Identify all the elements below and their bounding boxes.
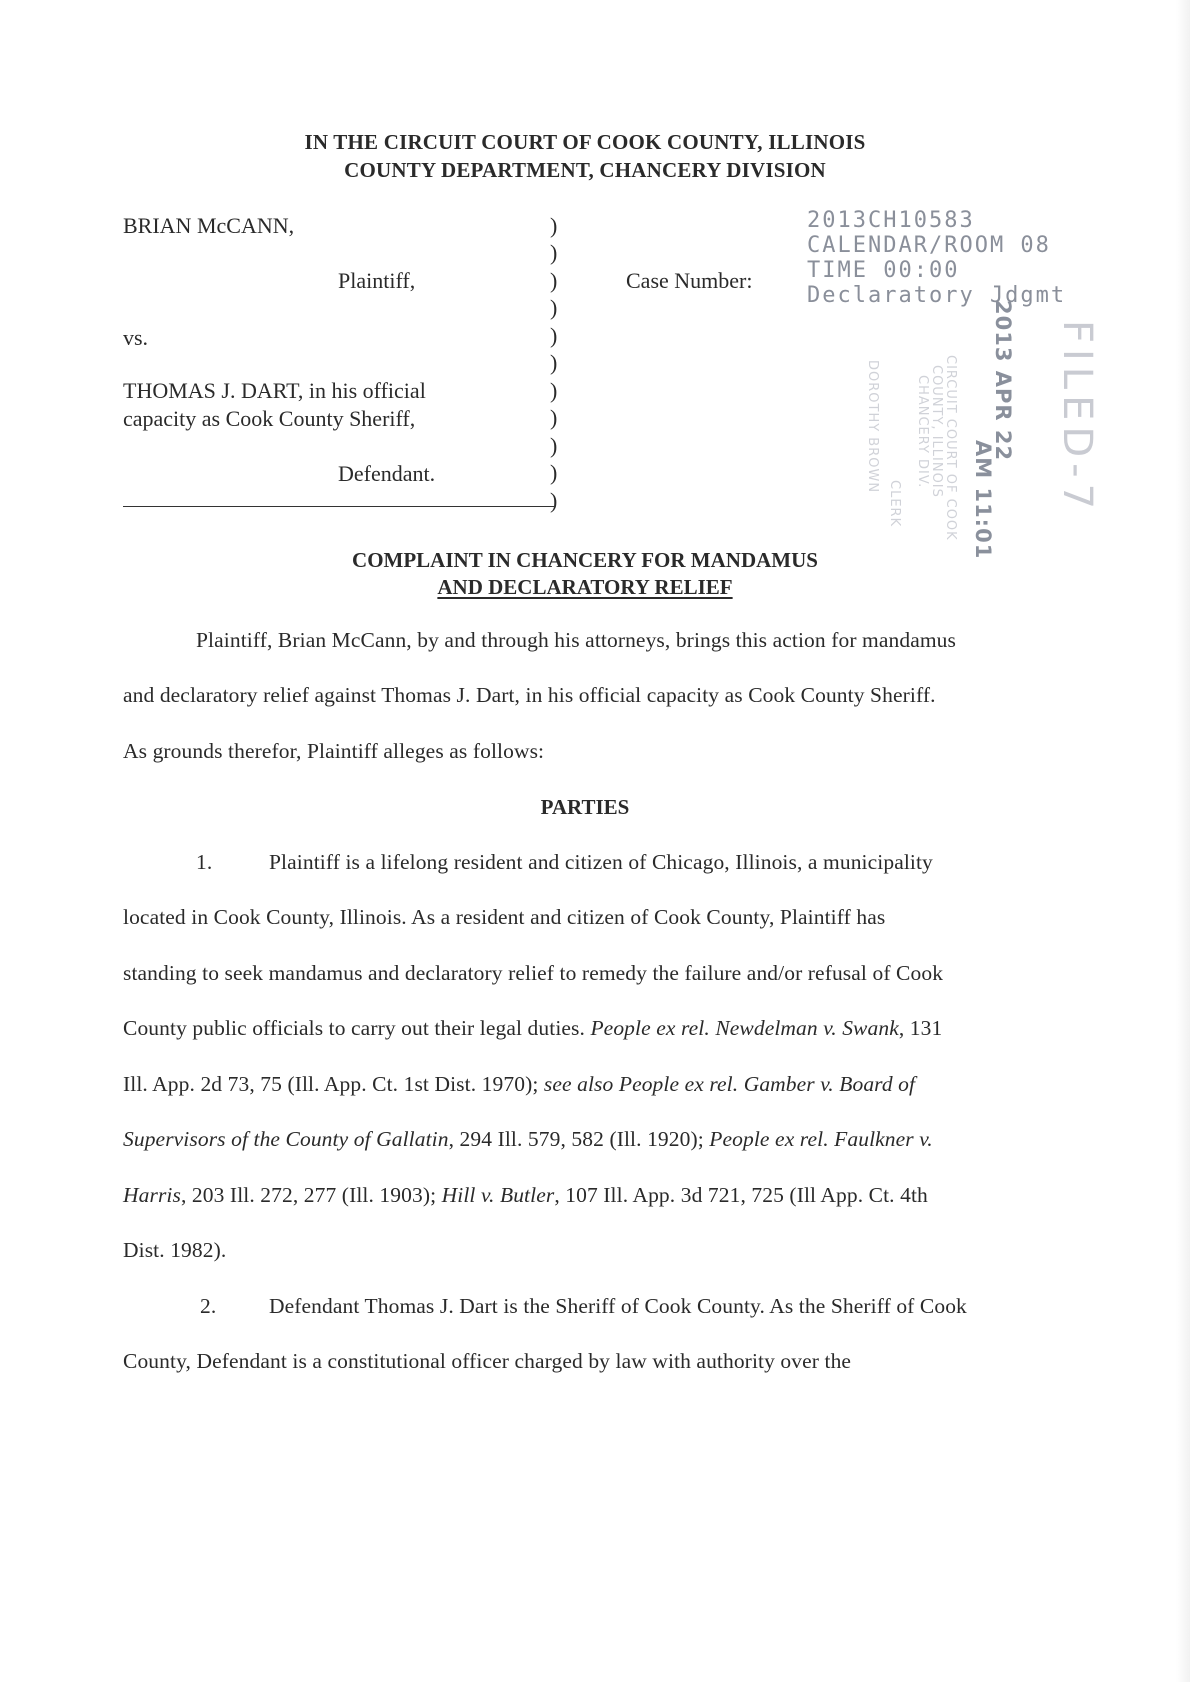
document-title: COMPLAINT IN CHANCERY FOR MANDAMUS bbox=[352, 548, 818, 572]
section-heading-parties: PARTIES bbox=[540, 795, 630, 819]
filed-date: 2013 APR 22 bbox=[991, 300, 1015, 462]
caption-paren: ) bbox=[550, 295, 558, 320]
text-run: County public officials to carry out their legal duties. bbox=[123, 1016, 591, 1040]
intro-line: As grounds therefor, Plaintiff alleges as follows: bbox=[123, 739, 545, 763]
text-run: Ill. App. 2d 73, 75 (Ill. App. Ct. 1st Dist. 1970); bbox=[123, 1072, 544, 1096]
paragraph-line bbox=[123, 1072, 915, 1097]
filed-clerk-county: COUNTY, ILLINOIS bbox=[929, 365, 944, 498]
caption-paren: ) bbox=[550, 488, 558, 513]
caption-paren: ) bbox=[550, 350, 558, 375]
text-run: , 294 Ill. 579, 582 (Ill. 1920); bbox=[448, 1127, 710, 1151]
intro-line: and declaratory relief against Thomas J. Dart, in his official capacity as Cook County Sheriff. bbox=[123, 683, 936, 707]
court-division: COUNTY DEPARTMENT, CHANCERY DIVISION bbox=[344, 158, 826, 182]
filed-mark: FILED-7 bbox=[1054, 320, 1100, 516]
caption-paren: ) bbox=[550, 323, 558, 348]
paragraph-line: Plaintiff is a lifelong resident and citizen of Chicago, Illinois, a municipality bbox=[269, 850, 933, 874]
filed-time: AM 11:01 bbox=[971, 440, 995, 560]
filed-clerk-title: CLERK bbox=[887, 480, 902, 528]
case-citation: see also People ex rel. Gamber v. Board of bbox=[543, 1072, 916, 1096]
filed-stamp bbox=[840, 300, 1120, 560]
defendant-role: Defendant. bbox=[338, 461, 436, 486]
paragraph-number: 2. bbox=[200, 1294, 217, 1318]
caption-paren: ) bbox=[550, 405, 558, 430]
stamp-case-number: 2013CH10583 bbox=[807, 208, 975, 233]
caption-paren: ) bbox=[550, 240, 558, 265]
paragraph-line: Defendant Thomas J. Dart is the Sheriff of Cook County. As the Sheriff of Cook bbox=[269, 1294, 967, 1318]
text-run: , 107 Ill. App. 3d 721, 725 (Ill App. Ct. 4th bbox=[554, 1183, 928, 1207]
paragraph-line bbox=[123, 1183, 928, 1208]
caption-rule bbox=[123, 506, 555, 507]
paragraph-line bbox=[123, 1016, 942, 1041]
paragraph-line bbox=[123, 1127, 933, 1152]
case-citation: Supervisors of the County of Gallatin bbox=[123, 1127, 449, 1151]
filed-clerk-name: DOROTHY BROWN bbox=[865, 360, 880, 494]
case-citation: Hill v. Butler bbox=[441, 1183, 555, 1207]
plaintiff-role: Plaintiff, bbox=[338, 268, 416, 293]
intro-line: Plaintiff, Brian McCann, by and through his attorneys, brings this action for mandamus bbox=[196, 628, 956, 652]
paragraph-number: 1. bbox=[196, 850, 213, 874]
document-subtitle-text: AND DECLARATORY RELIEF bbox=[437, 575, 733, 599]
paragraph-line: Dist. 1982). bbox=[123, 1238, 227, 1262]
case-number-label: Case Number: bbox=[626, 268, 753, 293]
case-citation: Harris bbox=[123, 1183, 181, 1207]
caption-paren: ) bbox=[550, 433, 558, 458]
caption-paren: ) bbox=[550, 213, 558, 238]
defendant-name: THOMAS J. DART, in his official bbox=[123, 378, 426, 403]
caption-paren: ) bbox=[550, 378, 558, 403]
paragraph-line: located in Cook County, Illinois. As a resident and citizen of Cook County, Plaintiff has bbox=[123, 905, 886, 929]
stamp-case-type: Declaratory Jdgmt bbox=[807, 283, 1067, 308]
case-citation: People ex rel. Newdelman v. Swank bbox=[590, 1016, 899, 1040]
versus: vs. bbox=[123, 325, 149, 350]
filed-clerk-division: CHANCERY DIV. bbox=[915, 375, 930, 489]
defendant-capacity: capacity as Cook County Sheriff, bbox=[123, 406, 416, 431]
document-subtitle bbox=[0, 575, 1180, 600]
stamp-time: TIME 00:00 bbox=[807, 258, 960, 283]
court-name: IN THE CIRCUIT COURT OF COOK COUNTY, ILLINOIS bbox=[304, 130, 866, 154]
text-run: , 131 bbox=[898, 1016, 943, 1040]
text-run: , 203 Ill. 272, 277 (Ill. 1903); bbox=[180, 1183, 442, 1207]
plaintiff-name: BRIAN McCANN, bbox=[123, 213, 295, 238]
scan-edge bbox=[1176, 0, 1190, 1682]
caption-paren: ) bbox=[550, 268, 558, 293]
caption-paren: ) bbox=[550, 460, 558, 485]
paragraph-line: County, Defendant is a constitutional officer charged by law with authority over the bbox=[123, 1349, 852, 1373]
filed-clerk-court: CIRCUIT COURT OF COOK bbox=[943, 355, 958, 541]
paragraph-line: standing to seek mandamus and declaratory relief to remedy the failure and/or refusal of Cook bbox=[123, 961, 944, 985]
case-citation: People ex rel. Faulkner v. bbox=[709, 1127, 933, 1151]
stamp-calendar: CALENDAR/ROOM 08 bbox=[807, 233, 1051, 258]
